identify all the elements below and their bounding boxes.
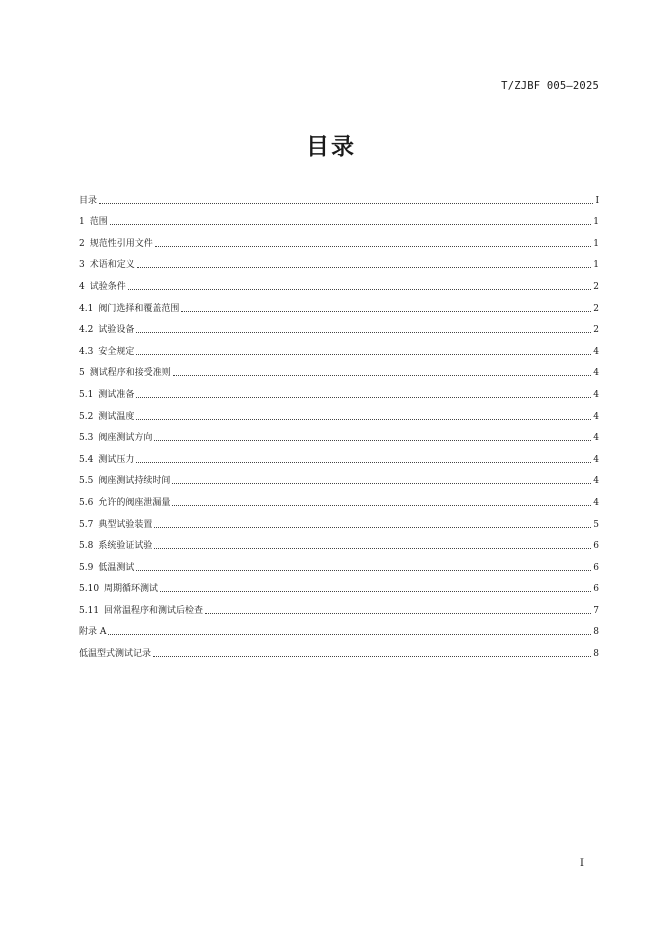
toc-entry-label (79, 454, 136, 466)
toc-entry-number: 4.1 (79, 303, 94, 314)
toc-entry[interactable] (79, 574, 599, 596)
toc-entry-page: 1 (593, 260, 599, 271)
toc-entry-label (79, 281, 128, 293)
toc-leader-dots (136, 396, 591, 398)
toc-entry-number: 5.7 (79, 519, 94, 530)
toc-entry[interactable] (79, 423, 599, 445)
toc-entry-number: 5.5 (79, 476, 94, 487)
toc-entry-page: 5 (593, 519, 599, 530)
toc-entry-page: 2 (593, 325, 599, 336)
toc-entry-number: 2 (79, 238, 85, 249)
toc-entry[interactable] (79, 271, 599, 293)
toc-leader-dots (154, 547, 591, 549)
toc-entry-label (79, 519, 154, 531)
toc-leader-dots (205, 612, 591, 614)
toc-entry-text: 测试程序和接受准则 (89, 368, 171, 379)
toc-entry-label (79, 648, 153, 660)
toc-entry-text: 阀座测试持续时间 (98, 476, 171, 487)
toc-entry-text: 允许的阀座泄漏量 (98, 497, 171, 508)
toc-entry-number: 5.8 (79, 541, 94, 552)
toc-leader-dots (136, 461, 591, 463)
toc-entry[interactable] (79, 531, 599, 553)
toc-entry-number: 3 (79, 260, 85, 271)
toc-entry-number: 4.3 (79, 346, 94, 357)
toc-entry-page: I (595, 195, 599, 206)
toc-entry-text: 测试温度 (98, 411, 135, 422)
toc-entry-number: 4.2 (79, 325, 94, 336)
toc-entry[interactable] (79, 595, 599, 617)
toc-entry[interactable] (79, 487, 599, 509)
toc-entry-text: 典型试验装置 (98, 519, 153, 530)
toc-entry-page: 8 (593, 627, 599, 638)
toc-entry-page: 2 (593, 281, 599, 292)
toc-entry-label (79, 540, 154, 552)
toc-entry-label (79, 411, 136, 423)
toc-entry-page: 6 (593, 541, 599, 552)
toc-leader-dots (154, 439, 591, 441)
toc-entry-page: 2 (593, 303, 599, 314)
toc-entry-label (79, 346, 136, 358)
toc-entry-number: 5 (79, 368, 85, 379)
toc-leader-dots (128, 288, 592, 290)
toc-leader-dots (136, 331, 591, 333)
toc-entry-label (79, 195, 99, 207)
toc-entry-text: 测试准备 (98, 389, 135, 400)
toc-entry-text: 安全规定 (98, 346, 135, 357)
toc-entry-text: 回常温程序和测试后检查 (104, 605, 204, 616)
toc-leader-dots (110, 223, 592, 225)
toc-entry[interactable] (79, 336, 599, 358)
toc-entry-page: 4 (593, 433, 599, 444)
toc-entry-label (79, 626, 108, 638)
toc-entry-page: 4 (593, 389, 599, 400)
toc-leader-dots (154, 526, 591, 528)
toc-entry[interactable] (79, 315, 599, 337)
toc-leader-dots (155, 245, 592, 247)
toc-entry-label (79, 389, 136, 401)
toc-entry-page: 6 (593, 584, 599, 595)
toc-leader-dots (160, 590, 591, 592)
page-title: 目录 (306, 134, 356, 160)
toc-leader-dots (172, 482, 591, 484)
toc-entry-label (79, 583, 160, 595)
toc-leader-dots (136, 569, 591, 571)
toc-entry-page: 1 (593, 217, 599, 228)
toc-entry-number: 5.11 (79, 605, 100, 616)
toc-entry-label (79, 216, 110, 228)
toc-leader-dots (136, 353, 591, 355)
toc-leader-dots (181, 310, 591, 312)
toc-entry[interactable] (79, 552, 599, 574)
toc-entry-page: 8 (593, 649, 599, 660)
toc-entry-label (79, 432, 154, 444)
toc-entry-label (79, 303, 181, 315)
table-of-contents (79, 185, 599, 660)
toc-entry-text: 范围 (89, 217, 108, 228)
toc-entry[interactable] (79, 207, 599, 229)
toc-entry-page: 4 (593, 454, 599, 465)
toc-entry-page: 4 (593, 346, 599, 357)
toc-entry-text: 规范性引用文件 (89, 238, 153, 249)
toc-leader-dots (136, 418, 591, 420)
toc-entry-text: 系统验证试验 (98, 541, 153, 552)
toc-entry-text: 试验条件 (89, 281, 126, 292)
toc-leader-dots (153, 655, 591, 657)
toc-entry-label (79, 497, 172, 509)
toc-entry-text: 低温测试 (98, 562, 135, 573)
toc-leader-dots (173, 374, 592, 376)
toc-entry[interactable] (79, 466, 599, 488)
toc-entry-label (79, 475, 172, 487)
toc-entry-number: 5.1 (79, 389, 94, 400)
toc-leader-dots (108, 633, 591, 635)
toc-entry-text: 低温型式测试记录 (79, 649, 152, 660)
toc-entry-text: 附录 A (79, 627, 107, 638)
toc-entry-number: 5.2 (79, 411, 94, 422)
toc-entry-label (79, 605, 205, 617)
toc-entry-text: 试验设备 (98, 325, 135, 336)
toc-entry-text: 周期循环测试 (104, 584, 159, 595)
footer-page-number: I (580, 858, 584, 869)
toc-entry-page: 1 (593, 238, 599, 249)
toc-entry-page: 6 (593, 562, 599, 573)
toc-entry-label (79, 562, 136, 574)
toc-entry[interactable] (79, 617, 599, 639)
toc-entry[interactable] (79, 401, 599, 423)
toc-entry[interactable] (79, 444, 599, 466)
toc-entry-number: 5.4 (79, 454, 94, 465)
toc-entry[interactable] (79, 185, 599, 207)
document-code: T/ZJBF 005—2025 (501, 80, 599, 92)
toc-entry-text: 术语和定义 (89, 260, 135, 271)
toc-entry-text: 阀座测试方向 (98, 433, 153, 444)
toc-entry-page: 4 (593, 497, 599, 508)
toc-entry-number: 5.9 (79, 562, 94, 573)
toc-entry[interactable] (79, 250, 599, 272)
toc-entry-label (79, 238, 155, 250)
toc-leader-dots (172, 504, 591, 506)
toc-entry[interactable] (79, 228, 599, 250)
toc-entry[interactable] (79, 293, 599, 315)
toc-entry-text: 测试压力 (98, 454, 135, 465)
toc-entry-page: 4 (593, 368, 599, 379)
toc-entry-number: 4 (79, 281, 85, 292)
toc-entry-label (79, 367, 173, 379)
toc-entry[interactable] (79, 358, 599, 380)
toc-entry-page: 7 (593, 605, 599, 616)
toc-entry-label (79, 324, 136, 336)
toc-entry-number: 1 (79, 217, 85, 228)
toc-entry[interactable] (79, 638, 599, 660)
toc-entry-label (79, 259, 137, 271)
toc-leader-dots (137, 266, 592, 268)
toc-entry-page: 4 (593, 411, 599, 422)
toc-entry-text: 阀门选择和覆盖范围 (98, 303, 180, 314)
toc-entry[interactable] (79, 509, 599, 531)
toc-entry-number: 5.10 (79, 584, 100, 595)
toc-entry-number: 5.3 (79, 433, 94, 444)
toc-entry-page: 4 (593, 476, 599, 487)
toc-entry-number: 5.6 (79, 497, 94, 508)
toc-leader-dots (99, 202, 593, 204)
toc-entry[interactable] (79, 379, 599, 401)
toc-entry-text: 目录 (79, 195, 98, 206)
